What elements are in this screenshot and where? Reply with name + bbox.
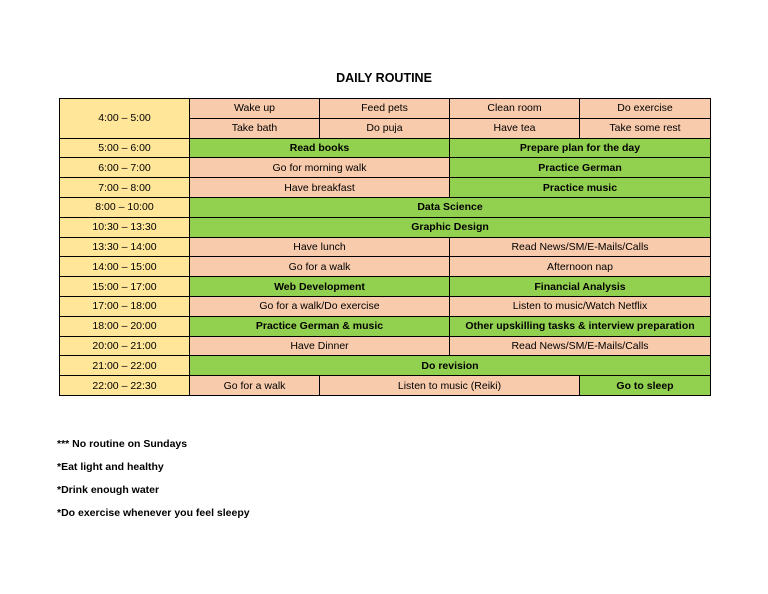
table-row — [60, 99, 711, 119]
activity-cell: Read News/SM/E-Mails/Calls — [450, 237, 711, 257]
table-row — [60, 138, 711, 158]
routine-table — [59, 98, 711, 396]
activity-cell: Have breakfast — [190, 178, 450, 198]
activity-cell: Read books — [190, 138, 450, 158]
table-row — [60, 158, 711, 178]
table-row — [60, 296, 711, 316]
activity-cell: Listen to music (Reiki) — [320, 376, 580, 396]
activity-cell: Have lunch — [190, 237, 450, 257]
activity-cell: Practice German & music — [190, 316, 450, 336]
time-slot-cell: 4:00 – 5:00 — [60, 99, 190, 139]
table-row — [60, 217, 711, 237]
activity-cell: Listen to music/Watch Netflix — [450, 296, 711, 316]
time-slot-cell: 5:00 – 6:00 — [60, 138, 190, 158]
activity-cell: Financial Analysis — [450, 277, 711, 297]
activity-cell: Go for a walk — [190, 257, 450, 277]
activity-cell: Go for morning walk — [190, 158, 450, 178]
time-slot-cell: 17:00 – 18:00 — [60, 296, 190, 316]
activity-cell: Do exercise — [580, 99, 711, 119]
activity-cell: Feed pets — [320, 99, 450, 119]
activity-cell: Go for a walk/Do exercise — [190, 296, 450, 316]
activity-cell: Wake up — [190, 99, 320, 119]
note-eat-light: *Eat light and healthy — [57, 461, 164, 473]
activity-cell: Clean room — [450, 99, 580, 119]
activity-cell: Take some rest — [580, 118, 711, 138]
activity-cell: Do puja — [320, 118, 450, 138]
time-slot-cell: 10:30 – 13:30 — [60, 217, 190, 237]
activity-cell: Have Dinner — [190, 336, 450, 356]
page-title: DAILY ROUTINE — [336, 71, 432, 85]
table-row — [60, 336, 711, 356]
table-row — [60, 197, 711, 217]
activity-cell: Afternoon nap — [450, 257, 711, 277]
activity-cell: Prepare plan for the day — [450, 138, 711, 158]
time-slot-cell: 8:00 – 10:00 — [60, 197, 190, 217]
note-sundays: *** No routine on Sundays — [57, 438, 188, 450]
time-slot-cell: 20:00 – 21:00 — [60, 336, 190, 356]
activity-cell: Practice German — [450, 158, 711, 178]
time-slot-cell: 21:00 – 22:00 — [60, 356, 190, 376]
table-row — [60, 178, 711, 198]
time-slot-cell: 13:30 – 14:00 — [60, 237, 190, 257]
table-row — [60, 376, 711, 396]
time-slot-cell: 22:00 – 22:30 — [60, 376, 190, 396]
time-slot-cell: 18:00 – 20:00 — [60, 316, 190, 336]
table-row — [60, 277, 711, 297]
activity-cell: Do revision — [190, 356, 711, 376]
table-row — [60, 356, 711, 376]
activity-cell: Take bath — [190, 118, 320, 138]
activity-cell: Web Development — [190, 277, 450, 297]
activity-cell: Other upskilling tasks & interview preparation — [450, 316, 711, 336]
activity-cell: Graphic Design — [190, 217, 711, 237]
activity-cell: Go to sleep — [580, 376, 711, 396]
activity-cell: Data Science — [190, 197, 711, 217]
table-row — [60, 316, 711, 336]
notes-section — [57, 438, 250, 530]
activity-cell: Go for a walk — [190, 376, 320, 396]
time-slot-cell: 7:00 – 8:00 — [60, 178, 190, 198]
time-slot-cell: 6:00 – 7:00 — [60, 158, 190, 178]
activity-cell: Practice music — [450, 178, 711, 198]
note-water: *Drink enough water — [57, 484, 160, 496]
note-exercise: *Do exercise whenever you feel sleepy — [57, 507, 250, 519]
table-row — [60, 257, 711, 277]
activity-cell: Read News/SM/E-Mails/Calls — [450, 336, 711, 356]
table-row — [60, 237, 711, 257]
activity-cell: Have tea — [450, 118, 580, 138]
time-slot-cell: 15:00 – 17:00 — [60, 277, 190, 297]
time-slot-cell: 14:00 – 15:00 — [60, 257, 190, 277]
